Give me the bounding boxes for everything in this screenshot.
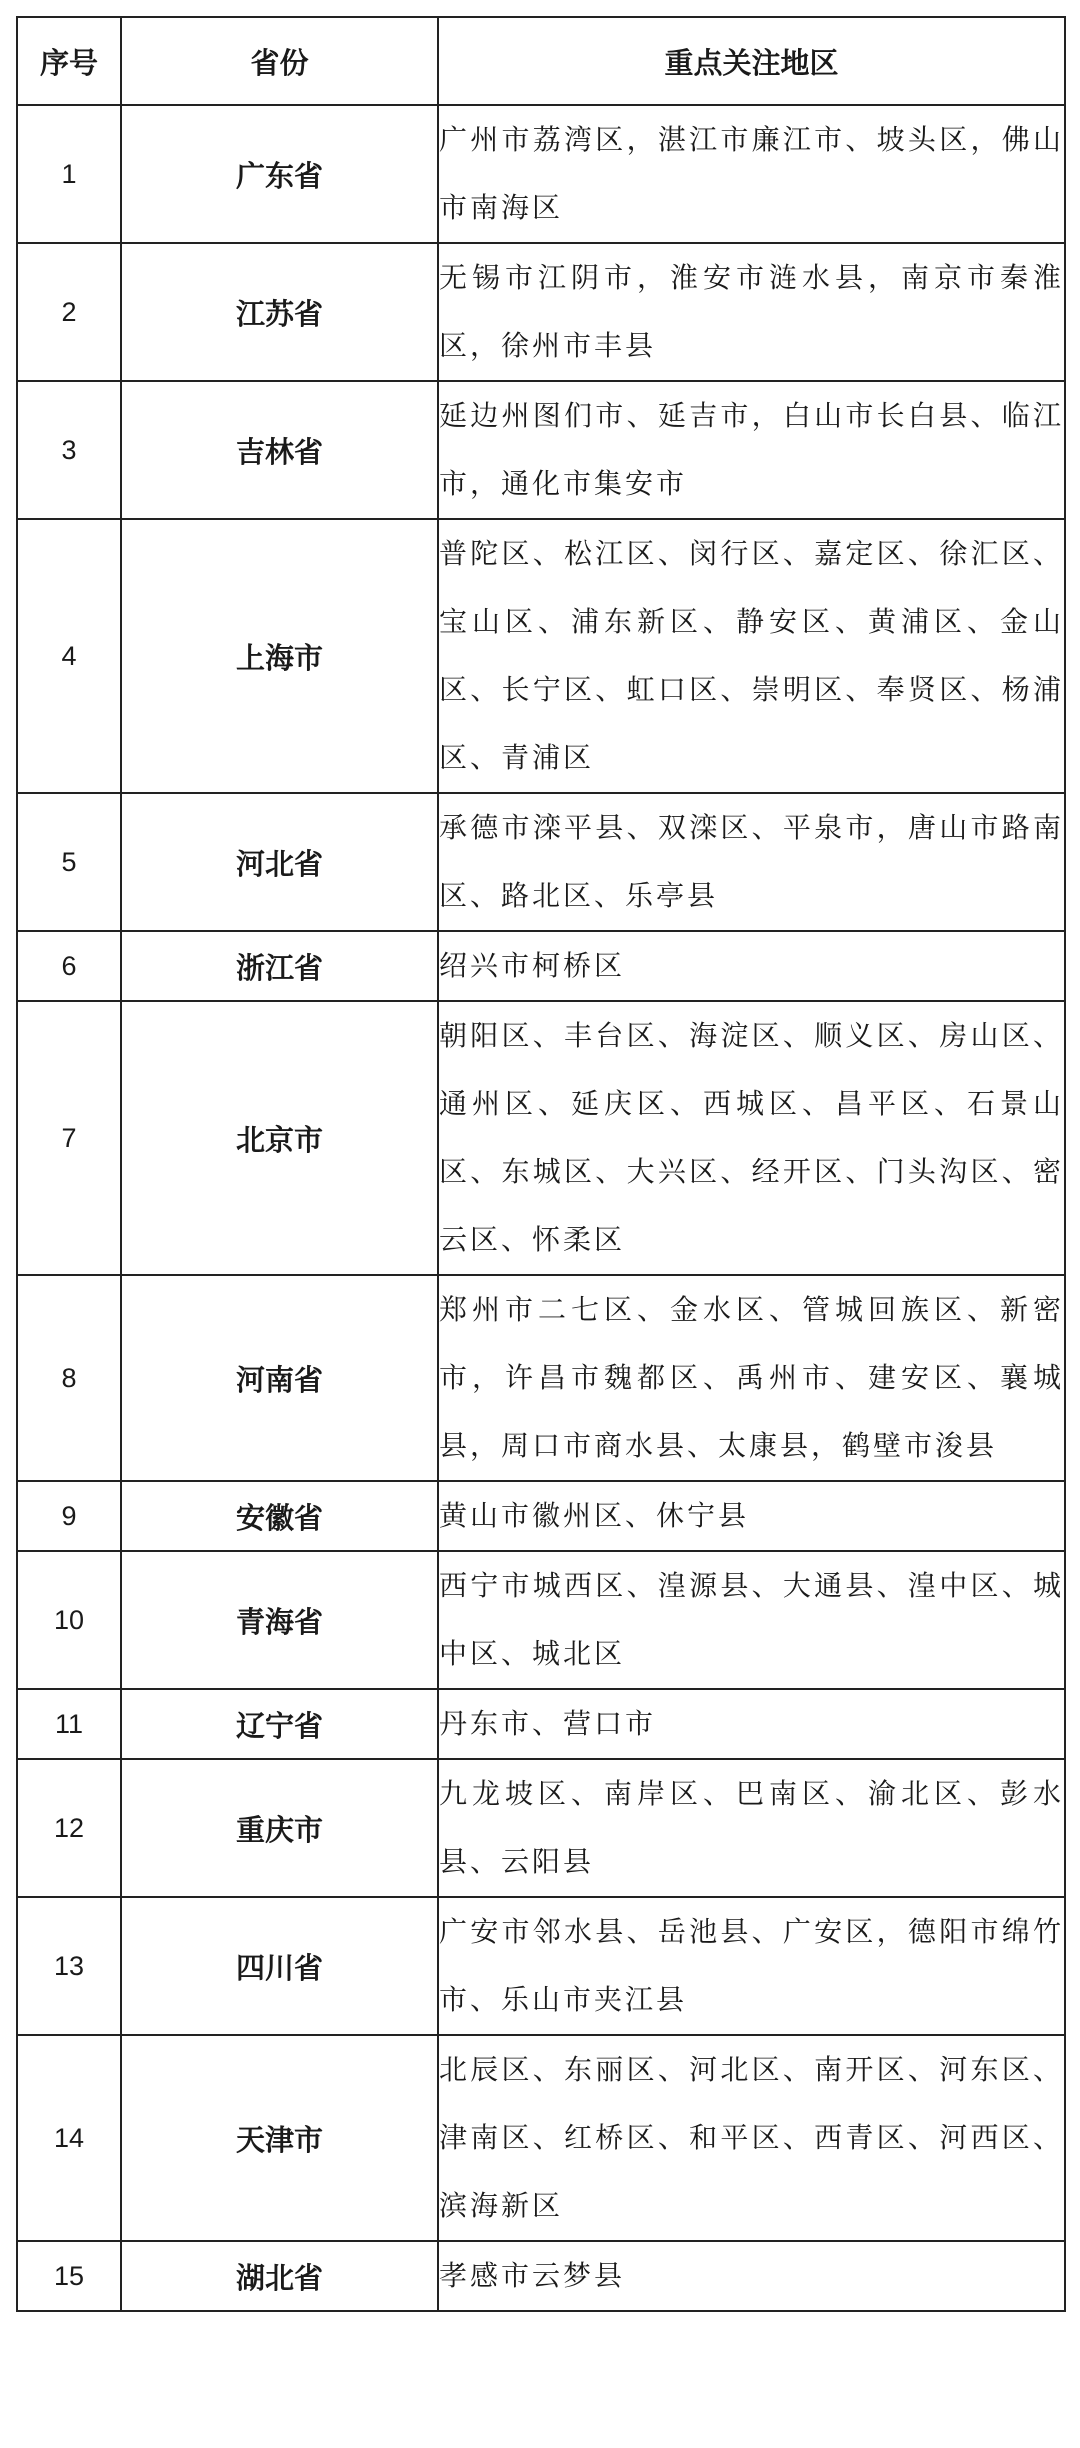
focus-areas-table (16, 16, 1066, 2312)
table-row (17, 1001, 1065, 1275)
table-row (17, 519, 1065, 793)
row-province: 天津市 (121, 2035, 438, 2241)
row-index: 6 (17, 931, 121, 1001)
header-index: 序号 (17, 17, 121, 105)
row-areas: 承德市滦平县、双滦区、平泉市，唐山市路南区、路北区、乐亭县 (438, 793, 1065, 931)
table-row (17, 793, 1065, 931)
header-areas: 重点关注地区 (438, 17, 1065, 105)
row-province: 江苏省 (121, 243, 438, 381)
row-areas: 普陀区、松江区、闵行区、嘉定区、徐汇区、宝山区、浦东新区、静安区、黄浦区、金山区、长宁区、虹口区、崇明区、奉贤区、杨浦区、青浦区 (438, 519, 1065, 793)
row-index: 3 (17, 381, 121, 519)
table-header (17, 17, 1065, 105)
table-row (17, 243, 1065, 381)
row-province: 北京市 (121, 1001, 438, 1275)
row-areas: 郑州市二七区、金水区、管城回族区、新密市，许昌市魏都区、禹州市、建安区、襄城县，周口市商水县、太康县，鹤壁市浚县 (438, 1275, 1065, 1481)
header-province: 省份 (121, 17, 438, 105)
row-index: 13 (17, 1897, 121, 2035)
row-province: 浙江省 (121, 931, 438, 1001)
row-areas: 朝阳区、丰台区、海淀区、顺义区、房山区、通州区、延庆区、西城区、昌平区、石景山区、东城区、大兴区、经开区、门头沟区、密云区、怀柔区 (438, 1001, 1065, 1275)
row-areas: 绍兴市柯桥区 (438, 931, 1065, 1001)
row-province: 广东省 (121, 105, 438, 243)
row-areas: 九龙坡区、南岸区、巴南区、渝北区、彭水县、云阳县 (438, 1759, 1065, 1897)
row-province: 安徽省 (121, 1481, 438, 1551)
row-areas: 广州市荔湾区，湛江市廉江市、坡头区，佛山市南海区 (438, 105, 1065, 243)
table-row (17, 1689, 1065, 1759)
row-index: 11 (17, 1689, 121, 1759)
row-areas: 北辰区、东丽区、河北区、南开区、河东区、津南区、红桥区、和平区、西青区、河西区、滨海新区 (438, 2035, 1065, 2241)
row-areas: 黄山市徽州区、休宁县 (438, 1481, 1065, 1551)
table-row (17, 1275, 1065, 1481)
row-index: 15 (17, 2241, 121, 2311)
row-areas: 无锡市江阴市，淮安市涟水县，南京市秦淮区，徐州市丰县 (438, 243, 1065, 381)
header-row (17, 17, 1065, 105)
row-areas: 西宁市城西区、湟源县、大通县、湟中区、城中区、城北区 (438, 1551, 1065, 1689)
row-index: 14 (17, 2035, 121, 2241)
row-index: 8 (17, 1275, 121, 1481)
row-province: 河北省 (121, 793, 438, 931)
table-row (17, 2241, 1065, 2311)
row-province: 辽宁省 (121, 1689, 438, 1759)
table-row (17, 1759, 1065, 1897)
row-areas: 广安市邻水县、岳池县、广安区，德阳市绵竹市、乐山市夹江县 (438, 1897, 1065, 2035)
row-province: 青海省 (121, 1551, 438, 1689)
table-row (17, 1551, 1065, 1689)
row-index: 7 (17, 1001, 121, 1275)
row-province: 上海市 (121, 519, 438, 793)
row-areas: 孝感市云梦县 (438, 2241, 1065, 2311)
row-index: 4 (17, 519, 121, 793)
row-province: 湖北省 (121, 2241, 438, 2311)
table-row (17, 931, 1065, 1001)
row-province: 河南省 (121, 1275, 438, 1481)
row-index: 5 (17, 793, 121, 931)
row-province: 吉林省 (121, 381, 438, 519)
table-row (17, 2035, 1065, 2241)
table-row (17, 105, 1065, 243)
table-body (17, 105, 1065, 2311)
row-index: 2 (17, 243, 121, 381)
table-row (17, 1897, 1065, 2035)
row-province: 四川省 (121, 1897, 438, 2035)
row-areas: 延边州图们市、延吉市，白山市长白县、临江市，通化市集安市 (438, 381, 1065, 519)
row-province: 重庆市 (121, 1759, 438, 1897)
row-index: 1 (17, 105, 121, 243)
row-index: 9 (17, 1481, 121, 1551)
table-row (17, 381, 1065, 519)
row-areas: 丹东市、营口市 (438, 1689, 1065, 1759)
row-index: 10 (17, 1551, 121, 1689)
table-row (17, 1481, 1065, 1551)
row-index: 12 (17, 1759, 121, 1897)
